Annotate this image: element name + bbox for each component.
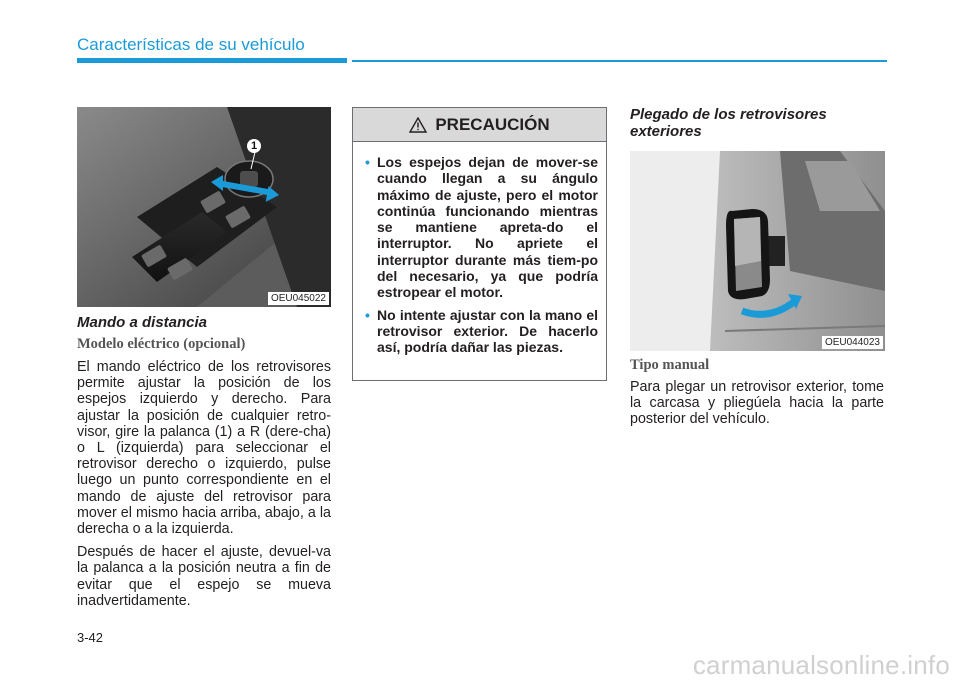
right-column-text — [630, 357, 884, 428]
manual-type-subheading: Tipo manual — [630, 357, 710, 373]
caution-item: • No intente ajustar con la mano el retrovisor exterior. De hacerlo así, podría dañar las piezas. — [365, 306, 598, 356]
caution-header — [353, 108, 606, 142]
electric-model-subheading: Modelo eléctrico (opcional) — [77, 336, 246, 352]
paragraph: Después de hacer el ajuste, devuel-va la palanca a la posición neutra a fin de evitar que el espejo se mueva inadvertidamente. — [77, 544, 331, 609]
right-column-heading-block — [630, 106, 880, 140]
paragraph: Para plegar un retrovisor exterior, tome la carcasa y pliegúela hacia la parte posterior del vehículo. — [630, 379, 884, 428]
header-rule-thin — [352, 60, 887, 62]
bullet-icon: • — [365, 306, 370, 323]
folding-mirror-illustration — [630, 151, 885, 351]
watermark: carmanualsonline.info — [692, 650, 950, 680]
folding-heading: Plegado de los retrovisores exteriores — [630, 106, 827, 140]
folding-mirror-photo — [630, 151, 885, 351]
mirror-switch-photo — [77, 107, 331, 307]
caution-list — [353, 154, 606, 356]
caution-title: PRECAUCIÓN — [435, 114, 550, 134]
header-rule-thick — [77, 58, 347, 63]
left-column — [77, 314, 331, 609]
photo-code: OEU044023 — [822, 336, 883, 349]
callout-badge: 1 — [247, 139, 261, 153]
mirror-switch-illustration — [77, 107, 331, 307]
page-number: 3-42 — [77, 630, 104, 645]
remote-control-heading: Mando a distancia — [77, 314, 208, 331]
paragraph: El mando eléctrico de los retrovisores permite ajustar la posición de los espejos izquierdo y derecho. Para ajustar la posición de cualquier retro-visor, gire la palanca (1) a R (dere-cha) o L (izquierda) para seleccionar el retrovisor derecho o izquierdo, pulse luego un punto correspondiente en el mando de ajuste del retrovisor para mover el mismo hacia arriba, abajo, a la derecha o a la izquierda. — [77, 359, 331, 538]
bullet-icon: • — [365, 154, 370, 170]
caution-box — [352, 107, 607, 381]
section-title: Características de su vehículo — [77, 35, 305, 54]
warning-icon — [409, 117, 427, 133]
photo-code: OEU045022 — [268, 292, 329, 305]
caution-item: • Los espejos dejan de mover-se cuando llegan a su ángulo máximo de ajuste, pero el motor continúa funcionando mientras se mantiene apreta-do el interruptor. No apriete el interruptor durante más tiem-po del necesario, ya que podría estropear el motor. — [365, 154, 598, 301]
